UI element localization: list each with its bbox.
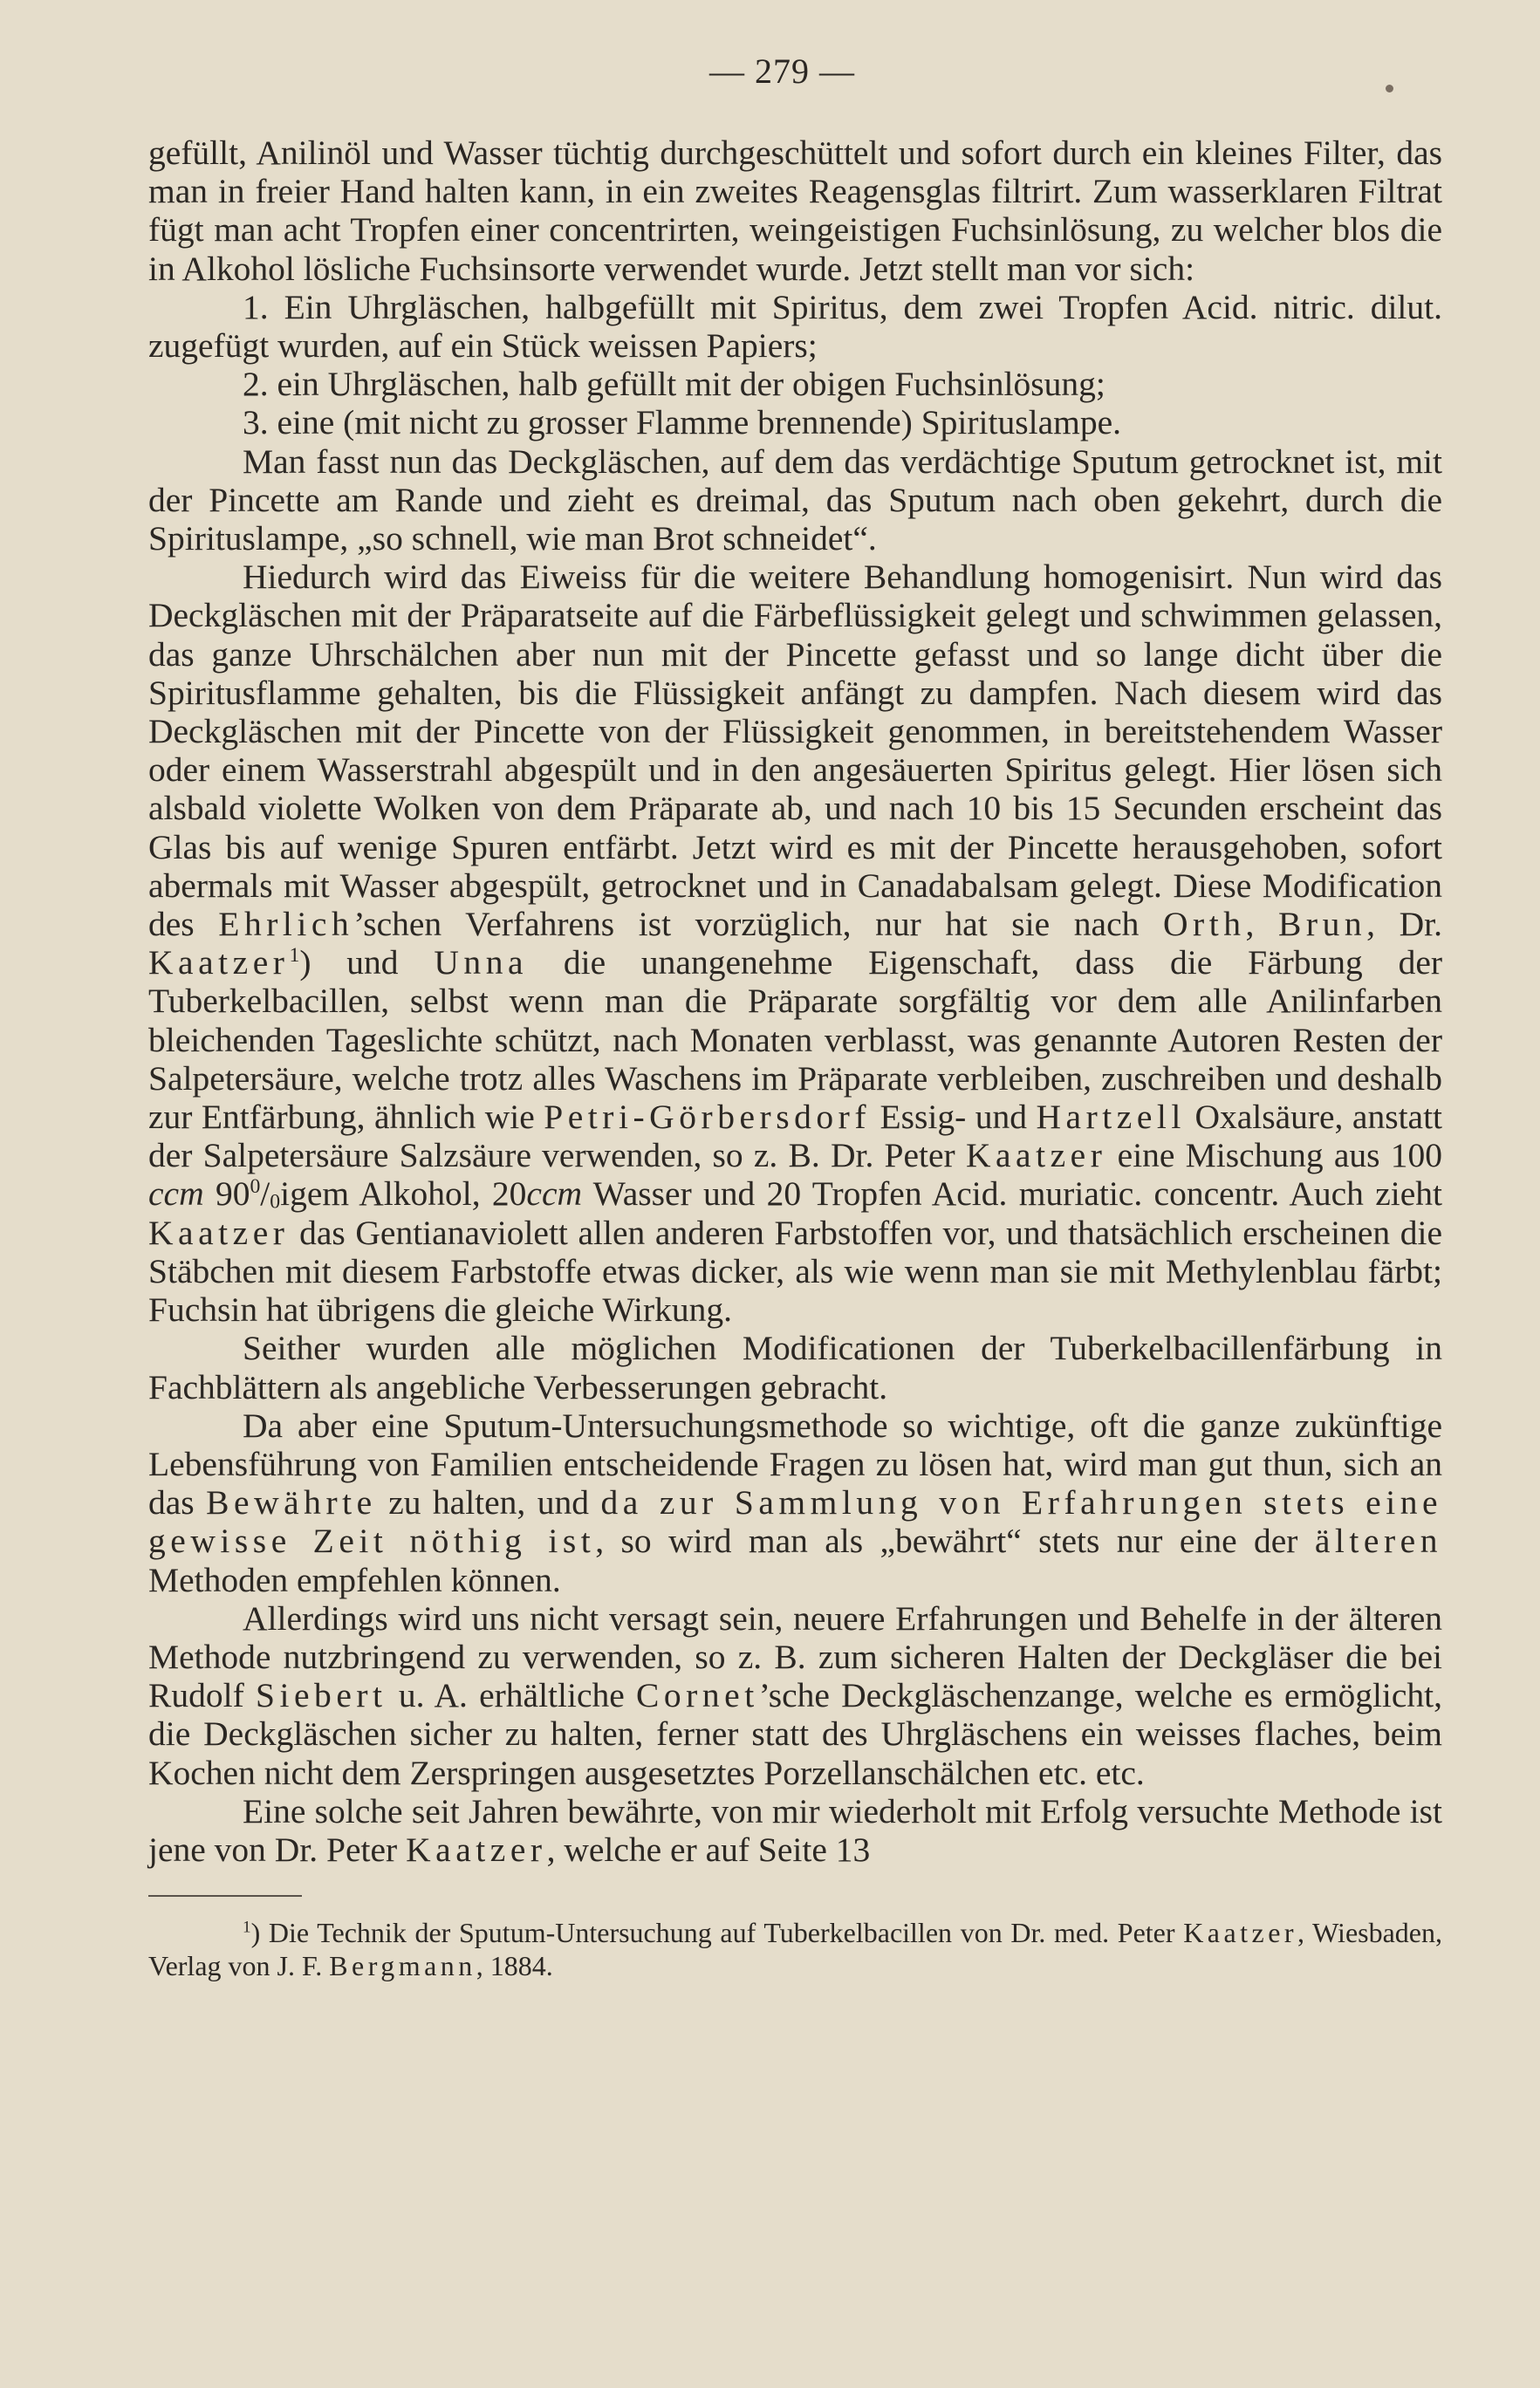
author-name: Kaatzer — [406, 1830, 547, 1869]
author-name: Kaatzer — [148, 943, 290, 982]
text-run: Eine solche seit Jahren bewährte, von mir wiederholt mit Erfolg versuchte Methode ist jene von Dr. Peter — [148, 1791, 1442, 1869]
list-item-2: 2. ein Uhrgläschen, halb gefüllt mit der obigen Fuchsinlösung; — [243, 365, 1105, 404]
text-run: die unangenehme Eigenschaft, dass die Färbung der Tuberkelbacillen, selbst wenn man die Präparate sorgfältig vor dem alle Anilinfarben bleichenden Tageslichte schützt, nach Monaten verblasst, was genannte Autoren Resten der Salpetersäure, welche trotz alles Waschens im Präparate verbleiben, zuschreiben und deshalb zur Entfärbung, ähnlich wie — [148, 943, 1443, 1137]
text-run: Oxalsäure, anstatt der Salpetersäure Salzsäure verwenden, so z. B. Dr. Peter — [148, 1098, 1443, 1175]
text-run: ) und — [299, 943, 399, 982]
paragraph-7 — [148, 1792, 1442, 1869]
author-name: Ehrlich — [218, 905, 354, 944]
author-name: Hartzell — [1036, 1098, 1186, 1137]
text-run: igem Alkohol, 20 — [280, 1174, 527, 1214]
list-item-3: 3. eine (mit nicht zu grosser Flamme brennende) Spirituslampe. — [243, 403, 1121, 442]
text-run: 90 — [215, 1174, 250, 1214]
text-run: ’sche Deckgläschenzange, welche es ermöglicht, die Deckgläschen sicher zu halten, ferner statt des Uhrgläschens ein weisses flaches, beim Kochen nicht dem Zerspringen ausgesetztes Porzellanschälchen etc. etc. — [148, 1676, 1443, 1792]
text-run: Hiedurch wird das Eiweiss für die weitere Behandlung homogenisirt. Nun wird das Deckgläschen mit der Präparatseite auf die Färbeflüssigkeit gelegt und schwimmen gelassen, das ganze Uhrschälchen aber nun mit der Pincette gefasst und so lange dicht über die Spiritusflamme gehalten, bis die Flüssigkeit anfängt zu dampfen. Nach diesem wird das Deckgläschen mit der Pincette von der Flüssigkeit genommen, in bereitstehendem Wasser oder einem Wasserstrahl abgespült und in den angesäuerten Spiritus gelegt. Hier lösen sich alsbald violette Wolken von dem Präparate ab, und nach 10 bis 15 Secunden erscheint das Glas bis auf wenige Spuren entfärbt. Jetzt wird es mit der Pincette herausgehoben, sofort abermals mit Wasser abgespült, getrocknet und in Canadabalsam gelegt. Diese Modification des — [148, 558, 1442, 944]
list-item-1: 1. Ein Uhrgläschen, halbgefüllt mit Spiritus, dem zwei Tropfen Acid. nitric. dilut. zugefügt wurden, auf ein Stück weissen Papiers; — [148, 287, 1442, 366]
author-name: Siebert — [255, 1676, 387, 1715]
author-name: Petri-Görbersdorf — [544, 1098, 872, 1137]
ink-speck — [1386, 85, 1393, 92]
text-run: zu halten, und — [388, 1483, 590, 1522]
emphasis: da zur Sammlung von Erfahrungen stets eine gewisse Zeit nöthig ist — [148, 1483, 1443, 1561]
footnote-text — [148, 1916, 1442, 1982]
unit: ccm — [526, 1174, 583, 1214]
footnote-marker: 1 — [243, 1918, 251, 1937]
paragraph-5 — [148, 1406, 1442, 1599]
footnote-divider — [148, 1895, 302, 1897]
text-run: Wasser und 20 Tropfen Acid. muriatic. concentr. Auch zieht — [592, 1174, 1443, 1214]
text-run: , — [1245, 905, 1255, 944]
text-run: u. A. erhältliche — [398, 1676, 625, 1715]
text-run: , so wird man als „bewährt“ stets nur eine der — [595, 1522, 1298, 1561]
author-name: Brun — [1278, 905, 1367, 944]
footnote — [148, 1916, 1442, 1982]
publisher-name: Bergmann — [329, 1950, 476, 1982]
paragraph-6 — [148, 1599, 1442, 1792]
text-run: Methoden empfehlen können. — [148, 1560, 561, 1599]
text-run: Essig- und — [880, 1098, 1028, 1137]
text-run: Da aber eine Sputum-Untersuchungsmethode so wichtige, oft die ganze zukünftige Lebensführung von Familien entscheidende Fragen zu lösen hat, wird man gut thun, sich an das — [148, 1406, 1442, 1522]
text-run: , welche er auf Seite 13 — [546, 1830, 871, 1869]
text-run: ) Die Technik der Sputum-Untersuchung auf Tuberkelbacillen von Dr. med. Peter — [250, 1917, 1175, 1949]
author-name: Kaatzer — [1183, 1917, 1298, 1949]
emphasis: älteren — [1314, 1522, 1443, 1561]
author-name: Kaatzer — [148, 1213, 290, 1252]
text-run: Allerdings wird uns nicht versagt sein, neuere Erfahrungen und Behelfe in der älteren Methode nutzbringend zu verwenden, so z. B. zum sicheren Halten der Deckgläser die bei Rudolf — [148, 1598, 1442, 1715]
percent-sign-top: 0 — [250, 1175, 261, 1199]
author-name: Orth — [1162, 905, 1246, 944]
text-run: , 1884. — [476, 1950, 553, 1982]
page-number: — 279 — — [709, 51, 855, 91]
paragraph-2: Man fasst nun das Deckgläschen, auf dem das verdächtige Sputum getrocknet ist, mit der Pincette am Rande und zieht es dreimal, das Sputum nach oben gekehrt, durch die Spirituslampe, „so schnell, wie man Brot schneidet“. — [148, 441, 1442, 558]
author-name: Kaatzer — [965, 1136, 1107, 1175]
paragraph-4: Seither wurden alle möglichen Modificationen der Tuberkelbacillenfärbung in Fachblättern als angebliche Verbesserungen gebracht. — [148, 1329, 1442, 1406]
emphasis: Bewährte — [206, 1483, 377, 1522]
text-run: das Gentianaviolett allen anderen Farbstoffen vor, und thatsächlich erscheinen die Stäbchen mit diesem Farbstoffe etwas dicker, als wie wenn man sie mit Methylenblau färbt; Fuchsin hat übrigens die gleiche Wirkung. — [148, 1213, 1442, 1330]
author-name: Cornet — [636, 1676, 759, 1715]
text-run: eine Mischung aus 100 — [1117, 1136, 1442, 1175]
author-name: Unna — [434, 943, 529, 982]
unit: ccm — [148, 1174, 204, 1214]
text-run: , Wiesbaden, Verlag von J. F. — [148, 1917, 1443, 1982]
text-run: ’schen Verfahrens ist vorzüglich, nur hat sie nach — [353, 905, 1140, 944]
body-text — [148, 133, 1442, 1869]
footnote-marker: 1 — [289, 944, 300, 968]
percent-sign-bottom: 0 — [270, 1191, 281, 1215]
paragraph-3: Hiedurch wird das Eiweiss für die weitere Behandlung homogenisirt. Nun wird das Deckgläschen mit der Präparatseite auf die Färbeflüssigkeit gelegt und schwimmen gelassen, das ganze Uhrschälchen aber nun mit der Pincette gefasst und so lange dicht über die Spiritusflamme gehalten, bis die Flüssigkeit anfängt zu dampfen. Nach diesem wird das Deckgläschen mit der Pincette von der Flüssigkeit genommen, in bereitstehendem Wasser oder einem Wasserstrahl abgespült und in den angesäuerten Spiritus gelegt. Hier lösen sich alsbald violette Wolken von dem Präparate ab, und nach 10 bis 15 Secunden erscheint das Glas bis auf wenige Spuren entfärbt. Jetzt wird es mit der Pincette herausgehoben, sofort abermals mit Wasser abgespült, getrocknet und in Canadabalsam gelegt. Diese Modification des Ehrlich’schen Verfahrens ist vorzüglich, nur hat sie nach Orth, Brun, Dr. Kaatzer$^1$) und Unna die unangenehme Eigenschaft, dass die Färbung der Tuberkelbacillen, selbst wenn man die Präparate sorgfältig vor dem alle Anilinfarben bleichenden Tageslichte schützt, nach Monaten verblasst, was genannte Autoren Resten der Salpetersäure, welche trotz alles Waschens im Präparate verbleiben, zuschreiben und deshalb zur Entfärbung, ähnlich wie Petri-Görbersdorf Essig- und Hartzell Oxalsäure, anstatt der Salpetersäure Salzsäure verwenden, so z. B. Dr. Peter Kaatzer eine Mischung aus 100 ccm $90^0/_0igem$ Alkohol, 20ccm Wasser und 20 Tropfen Acid. muriatic. concentr. Auch zieht Kaatzer das Gentianaviolett allen anderen Farbstoffen vor, und thatsächlich erscheinen die Stäbchen mit diesem Farbstoffe etwas dicker, als wie wenn man sie mit Methylenblau färbt; Fuchsin hat übrigens die gleiche Wirkung. — [148, 558, 1443, 1330]
paragraph-1: gefüllt, Anilinöl und Wasser tüchtig durchgeschüttelt und sofort durch ein kleines Filter, das man in freier Hand halten kann, in ein zweites Reagensglas filtrirt. Zum wasserklaren Filtrat fügt man acht Tropfen einer concentrirten, weingeistigen Fuchsinlösung, zu welcher blos die in Alkohol lösliche Fuchsinsorte verwendet wurde. Jetzt stellt man vor sich: — [148, 133, 1442, 288]
text-run: , Dr. — [1366, 905, 1443, 944]
